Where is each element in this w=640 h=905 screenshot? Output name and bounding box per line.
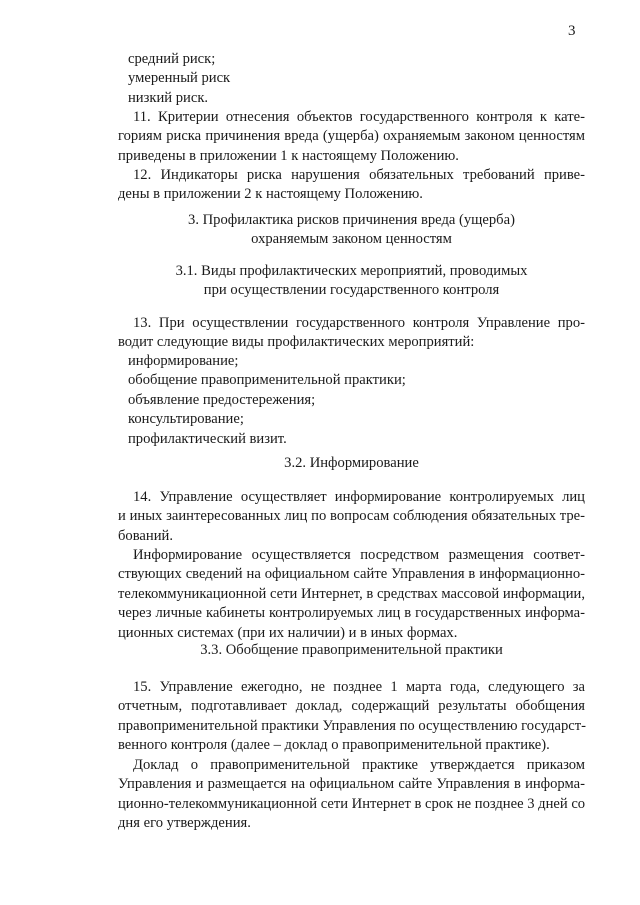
section-heading-3-1 <box>118 262 585 301</box>
text-line: бований. <box>118 527 173 544</box>
page-number: 3 <box>568 23 576 39</box>
text-line: ционных системах (при их наличии) и в иных формах. <box>118 624 458 641</box>
text-line: ствующих сведений на официальном сайте Управления в информационно- <box>118 566 585 583</box>
text-line: венного контроля (далее – доклад о правоприменительной практике). <box>118 737 550 754</box>
heading-line: 3. Профилактика рисков причинения вреда (ущерба) <box>188 212 515 228</box>
text-line: Информирование осуществляется посредством размещения соответ- <box>133 547 585 563</box>
text-line: ционно-телекоммуникационной сети Интернет в срок не позднее 3 дней со <box>118 795 586 812</box>
heading-line: 3.3. Обобщение правоприменительной практики <box>200 642 503 658</box>
list-item: консультирование; <box>128 411 244 428</box>
heading-line: охраняемым законом ценностям <box>251 231 452 248</box>
list-item: обобщение правоприменительной практики; <box>128 372 406 389</box>
paragraph-12 <box>118 166 585 205</box>
paragraph-11 <box>118 108 585 166</box>
list-item: средний риск; <box>128 51 216 67</box>
list-item: низкий риск. <box>128 89 209 106</box>
paragraph-14-continued <box>118 546 585 643</box>
text-line: водит следующие виды профилактических мероприятий: <box>118 334 475 351</box>
risk-list <box>118 50 585 108</box>
text-line: телекоммуникационной сети Интернет, в средствах массовой информации, <box>118 585 585 602</box>
text-line: дня его утверждения. <box>118 815 251 832</box>
list-item: информирование; <box>128 353 239 369</box>
text-line: отчетным, подготавливает доклад, содержащий результаты обобщения <box>118 698 585 715</box>
text-line: 13. При осуществлении государственного контроля Управление про- <box>133 315 585 331</box>
heading-line: 3.2. Информирование <box>284 455 419 471</box>
paragraph-15 <box>118 678 585 756</box>
section-heading-3-3 <box>118 641 585 660</box>
paragraph-15-continued <box>118 756 585 834</box>
text-line: гориям риска причинения вреда (ущерба) охраняемым законом ценностям <box>118 128 585 145</box>
paragraph-13 <box>118 314 585 353</box>
list-item: объявление предостережения; <box>128 391 316 408</box>
text-line: 11. Критерии отнесения объектов государственного контроля к кате- <box>133 109 585 125</box>
list-item: умеренный риск <box>128 70 231 87</box>
paragraph-14 <box>118 488 585 546</box>
text-line: правоприменительной практики Управления по осуществлению государст- <box>118 717 586 734</box>
list-item: профилактический визит. <box>128 430 287 447</box>
text-line: дены в приложении 2 к настоящему Положению. <box>118 186 423 203</box>
text-line: 12. Индикаторы риска нарушения обязательных требований приве- <box>133 167 585 183</box>
measures-list <box>118 352 585 449</box>
text-line: через личные кабинеты контролируемых лиц в государственных информа- <box>118 605 585 622</box>
text-line: Доклад о правоприменительной практике утверждается приказом <box>133 757 585 773</box>
text-line: и иных заинтересованных лиц по вопросам соблюдения обязательных тре- <box>118 508 585 525</box>
text-line: 14. Управление осуществляет информирование контролируемых лиц <box>133 489 585 505</box>
text-line: приведены в приложении 1 к настоящему Положению. <box>118 147 459 164</box>
text-line: Управления и размещается на официальном сайте Управления в информа- <box>118 776 585 793</box>
section-heading-3-2 <box>118 454 585 473</box>
heading-line: 3.1. Виды профилактических мероприятий, проводимых <box>175 263 528 279</box>
heading-line: при осуществлении государственного контроля <box>203 282 500 299</box>
section-heading-3 <box>118 211 585 250</box>
text-line: 15. Управление ежегодно, не позднее 1 марта года, следующего за <box>133 679 585 695</box>
